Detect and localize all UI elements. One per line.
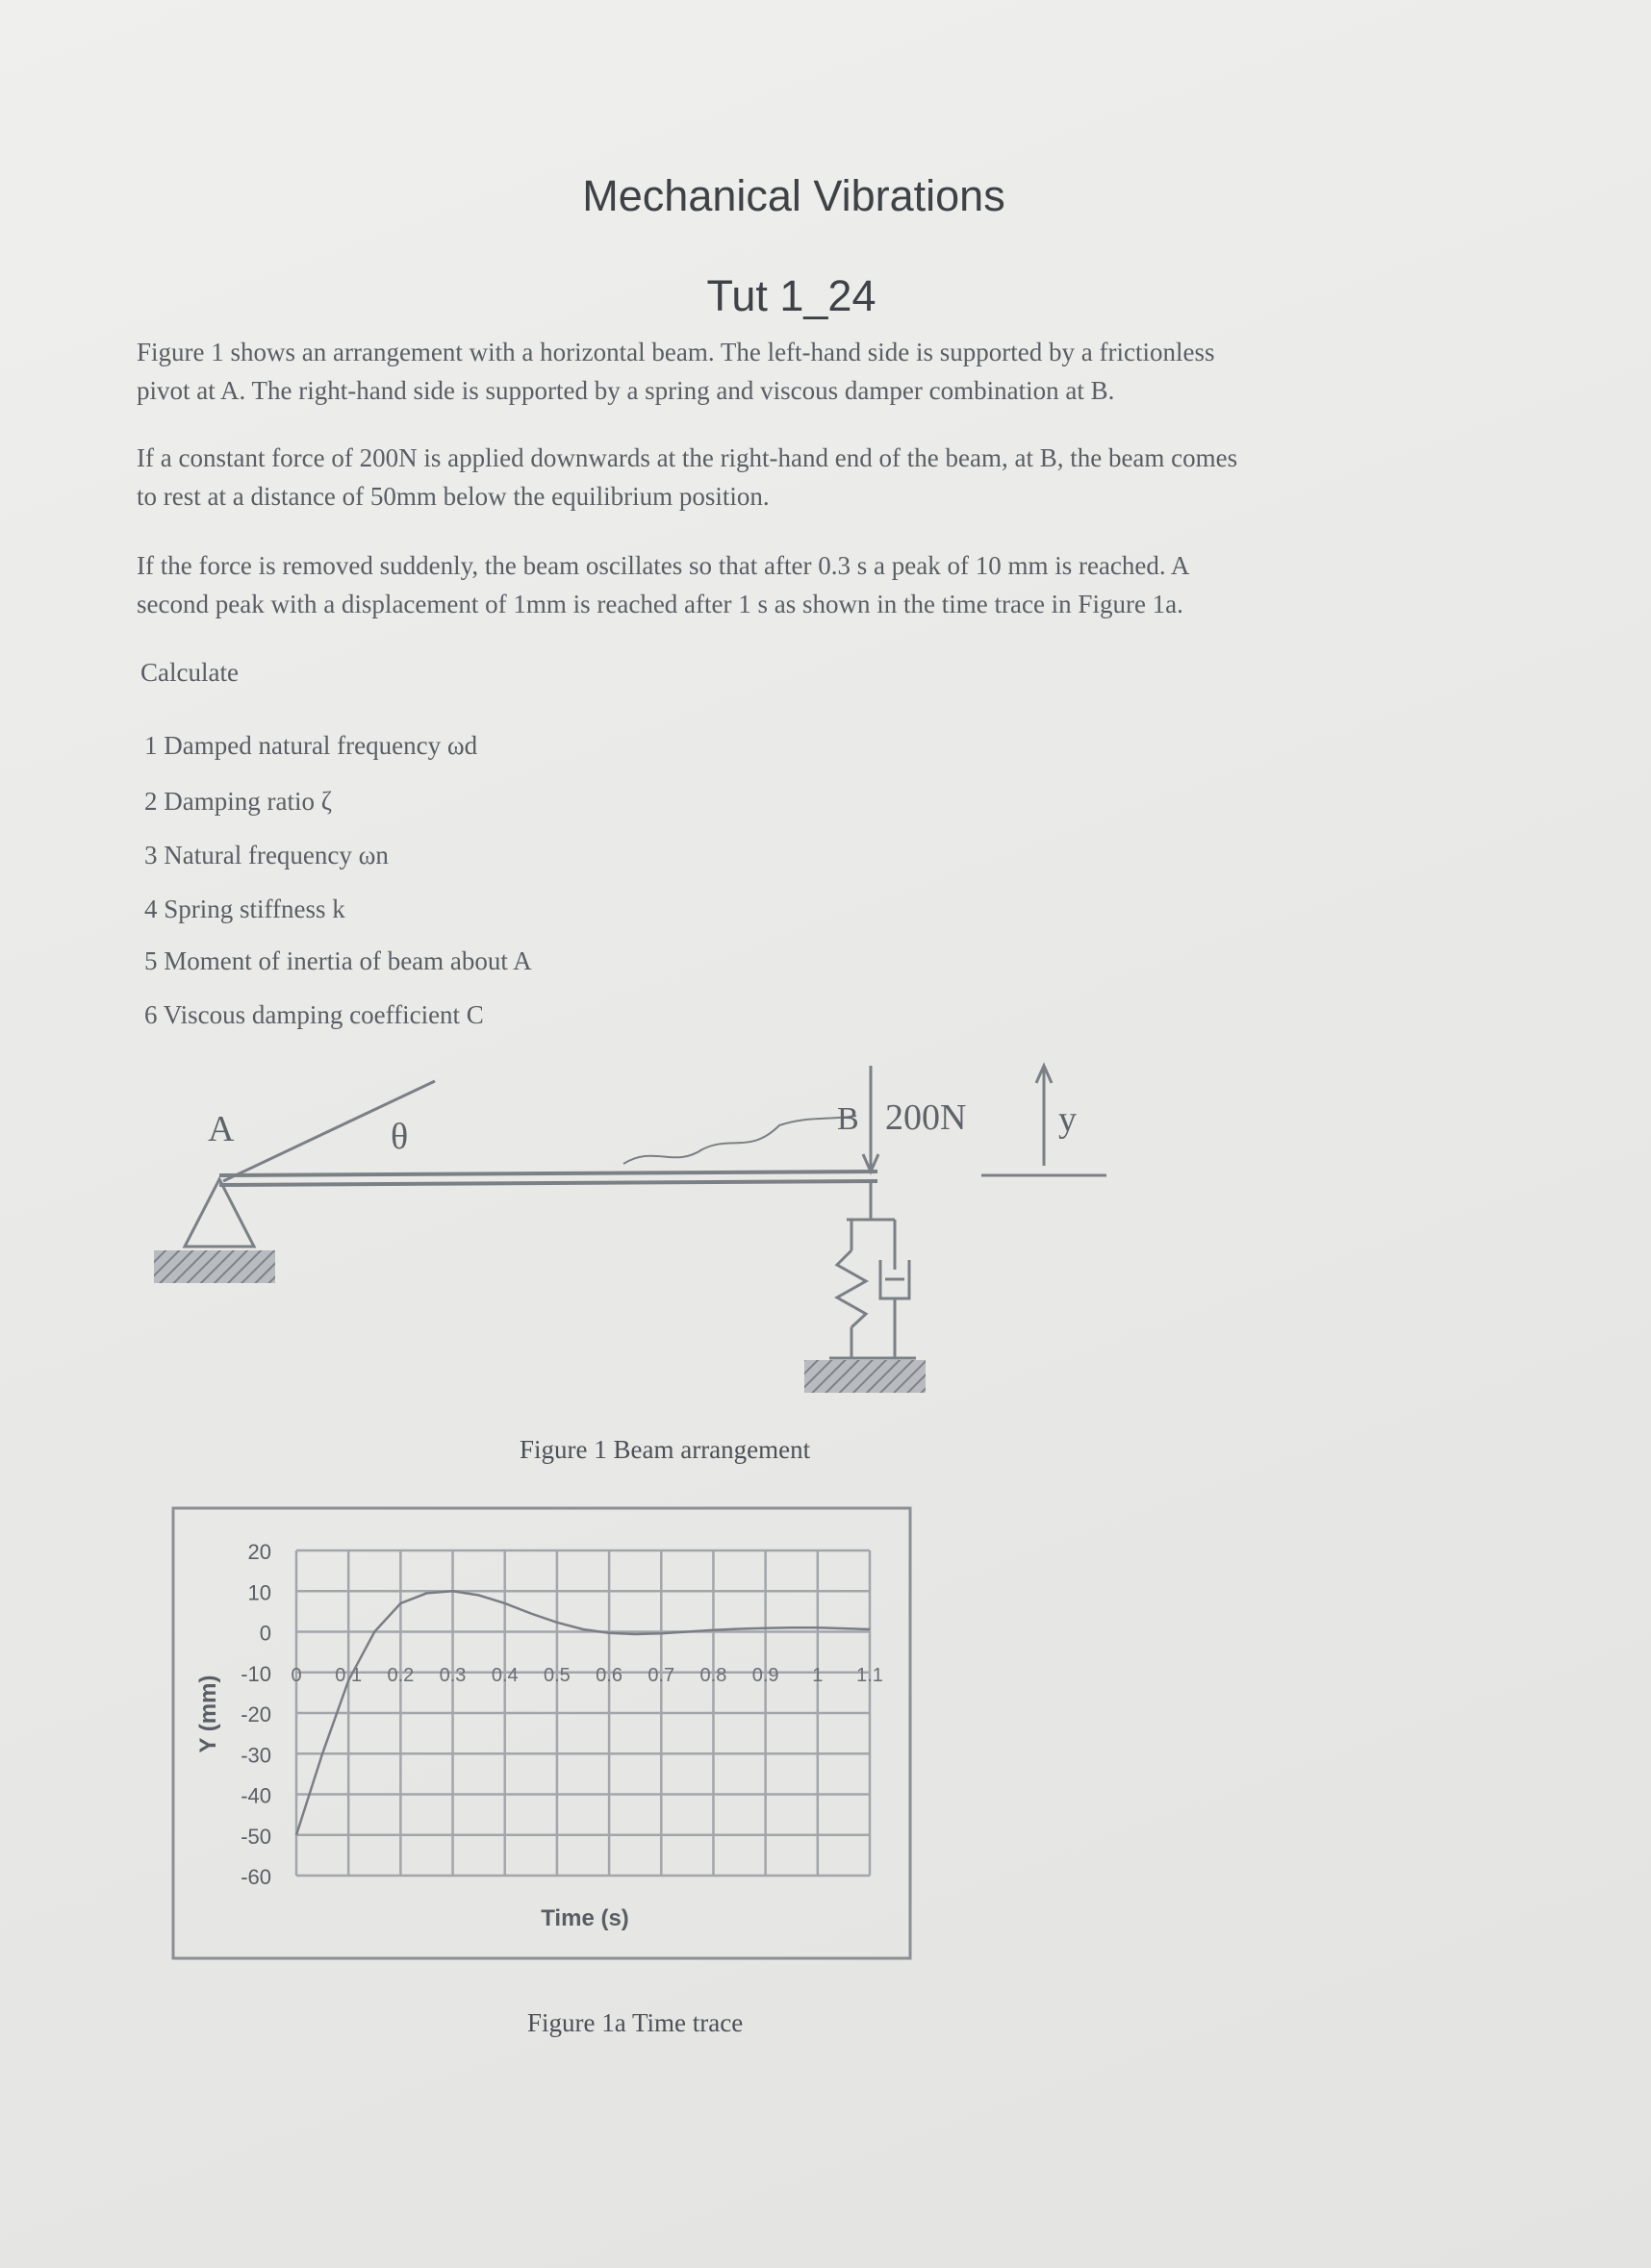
y-axis-label: Y (mm) — [195, 1675, 221, 1753]
page-title: Mechanical Vibrations — [582, 171, 1005, 220]
x-tick-label: 0.9 — [751, 1664, 779, 1686]
x-axis-label: Time (s) — [541, 1905, 629, 1931]
task-item-5: 5 Moment of inertia of beam about A — [144, 946, 532, 975]
paragraph-line: Figure 1 shows an arrangement with a horizontal beam. The left-hand side is supported by a frictionless — [137, 338, 1215, 366]
paragraph-line: to rest at a distance of 50mm below the equilibrium position. — [137, 482, 770, 511]
y-tick-label: -30 — [241, 1743, 271, 1768]
paragraph-line: second peak with a displacement of 1mm is reached after 1 s as shown in the time trace in Figure 1a. — [137, 590, 1183, 618]
figure-1a-caption: Figure 1a Time trace — [527, 2008, 744, 2037]
y-tick-label: 20 — [247, 1540, 271, 1564]
y-tick-label: -20 — [241, 1702, 271, 1726]
label-a: A — [208, 1109, 235, 1149]
x-tick-label: 0.7 — [648, 1664, 675, 1686]
y-tick-label: -10 — [241, 1661, 271, 1686]
task-item-6: 6 Viscous damping coefficient C — [144, 1000, 484, 1029]
label-b: B — [837, 1101, 859, 1137]
x-tick-label: 0.2 — [387, 1664, 415, 1686]
task-item-4: 4 Spring stiffness k — [144, 895, 345, 923]
calculate-label: Calculate — [140, 658, 239, 687]
x-tick-label: 0.4 — [491, 1664, 519, 1686]
paragraph-line: If a constant force of 200N is applied downwards at the right-hand end of the beam, at B, the beam comes — [137, 443, 1238, 472]
x-tick-label: 0.3 — [439, 1664, 467, 1686]
task-item-2: 2 Damping ratio ζ — [144, 787, 332, 816]
x-tick-label: 0.6 — [596, 1664, 622, 1686]
y-tick-label: 0 — [259, 1621, 271, 1646]
x-tick-label: 0.5 — [544, 1664, 571, 1686]
y-tick-label: -50 — [241, 1824, 271, 1849]
label-force: 200N — [885, 1097, 967, 1138]
tutorial-subtitle: Tut 1_24 — [706, 271, 876, 320]
figure-1-caption: Figure 1 Beam arrangement — [520, 1435, 811, 1464]
y-tick-label: -60 — [241, 1865, 271, 1889]
x-tick-label: 0.1 — [335, 1664, 363, 1686]
task-item-1: 1 Damped natural frequency ωd — [144, 731, 478, 760]
paragraph-line: pivot at A. The right-hand side is supported by a spring and viscous damper combination at B. — [137, 376, 1115, 405]
task-item-3: 3 Natural frequency ωn — [144, 841, 389, 869]
label-theta: θ — [391, 1117, 409, 1157]
label-y: y — [1058, 1099, 1077, 1140]
x-tick-label: 0.8 — [699, 1664, 727, 1686]
paragraph-line: If the force is removed suddenly, the beam oscillates so that after 0.3 s a peak of 10 mm is reached. A — [137, 551, 1190, 580]
x-tick-label: 1 — [812, 1664, 824, 1686]
chart-frame — [173, 1508, 910, 1958]
y-tick-label: 10 — [247, 1580, 271, 1605]
y-tick-label: -40 — [241, 1783, 271, 1808]
x-tick-label: 0 — [291, 1664, 302, 1686]
x-tick-label: 1.1 — [856, 1664, 883, 1686]
